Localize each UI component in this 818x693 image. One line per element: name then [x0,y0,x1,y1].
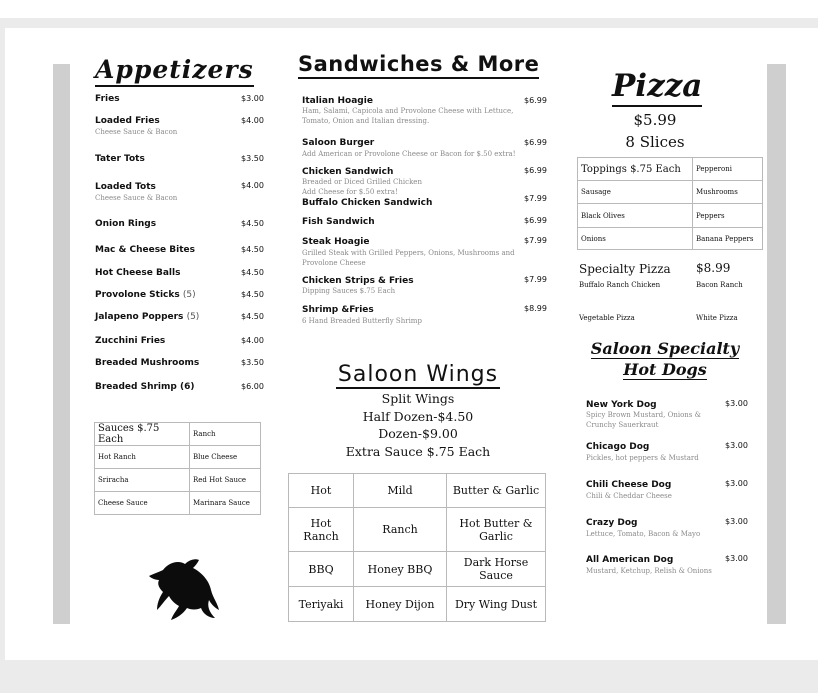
topping-cell: Black Olives [578,204,693,228]
specialty-pizza-item: Buffalo Ranch Chicken [579,281,661,289]
menu-item-desc: Breaded or Diced Grilled Chicken Add Cheese for $.50 extra! [302,178,422,196]
menu-item-price: $6.99 [524,96,547,105]
wings-line: Dozen-$9.00 [378,426,458,441]
menu-item-desc: Spicy Brown Mustard, Onions & Crunchy Sauerkraut [586,411,701,429]
sauce-cell: Ranch [190,423,261,446]
top-strip [0,0,818,18]
wing-flavors-table [288,473,546,622]
menu-item-name: Hot Cheese Balls [95,268,181,278]
menu-item-name: Chili Cheese Dog [586,480,672,490]
menu-item-price: $7.99 [524,275,547,284]
flavor-cell: Butter & Garlic [447,474,546,508]
specialty-pizza-item: Bacon Ranch [696,281,743,289]
right-edge-border [767,64,786,624]
menu-item-name: Buffalo Chicken Sandwich [302,198,433,208]
menu-item-desc: Mustard, Ketchup, Relish & Onions [586,567,712,575]
menu-item-desc: Ham, Salami, Capicola and Provolone Cheese with Lettuce, Tomato, Onion and Italian dressing. [302,107,514,125]
menu-item-name: Fish Sandwich [302,217,375,227]
menu-item-price: $3.00 [725,479,748,488]
flavor-cell: Mild [354,474,447,508]
flavor-cell: Hot Ranch [289,508,354,552]
menu-item-price: $4.00 [241,116,264,125]
menu-item-desc: Chili & Cheddar Cheese [586,492,672,500]
menu-item-price: $6.00 [241,382,264,391]
topping-cell: Toppings $.75 Each [578,158,693,181]
sauce-cell: Sriracha [95,469,190,492]
sauce-cell: Cheese Sauce [95,492,190,515]
menu-page [5,28,818,660]
menu-item-price: $4.50 [241,219,264,228]
menu-item-name: Saloon Burger [302,138,375,148]
flavor-cell: Honey Dijon [354,587,447,622]
menu-item-price: $3.50 [241,358,264,367]
menu-item-name: Zucchini Fries [95,336,166,346]
menu-item-name: All American Dog [586,555,674,565]
menu-item-name: Italian Hoagie [302,96,373,106]
black-horse-icon [149,558,221,622]
wings-info [288,390,548,460]
flavor-cell: Hot [289,474,354,508]
appetizers-heading: Appetizers [95,55,254,87]
specialty-pizza-heading: Specialty Pizza [579,262,671,276]
menu-item-name: Loaded Fries [95,116,160,126]
pizza-toppings-table [577,157,763,250]
sauce-cell: Red Hot Sauce [190,469,261,492]
menu-item-desc: Pickles, hot peppers & Mustard [586,454,699,462]
menu-item-price: $7.99 [524,194,547,203]
pizza-price: $5.99 [633,111,677,129]
menu-item-name: Mac & Cheese Bites [95,245,196,255]
menu-item-desc: Cheese Sauce & Bacon [95,194,178,202]
wings-line: Split Wings [381,391,455,406]
menu-item-price: $3.00 [725,517,748,526]
menu-item-desc: Dipping Sauces $.75 Each [302,287,396,295]
left-edge-border [53,64,70,624]
sauces-table [94,422,261,515]
menu-item-desc: Cheese Sauce & Bacon [95,128,178,136]
sauce-cell: Blue Cheese [190,446,261,469]
sandwiches-heading: Sandwiches & More [298,52,539,79]
specialty-pizza-item: Vegetable Pizza [579,314,635,322]
sauce-cell: Hot Ranch [95,446,190,469]
pizza-heading: Pizza [612,68,702,107]
menu-item-price: $4.50 [241,312,264,321]
menu-item-name: Jalapeno Poppers (5) [95,312,200,322]
menu-item-name: Breaded Mushrooms [95,358,200,368]
flavor-cell: Teriyaki [289,587,354,622]
wings-line: Half Dozen-$4.50 [362,408,474,424]
menu-item-name: Crazy Dog [586,518,638,528]
flavor-cell: Dark Horse Sauce [447,552,546,587]
menu-item-price: $6.99 [524,216,547,225]
menu-item-price: $4.00 [241,336,264,345]
menu-item-price: $3.00 [725,554,748,563]
hotdogs-heading: Saloon Specialty Hot Dogs [590,339,740,379]
menu-item-name: Onion Rings [95,219,157,229]
menu-item-name: Steak Hoagie [302,237,370,247]
menu-item-name: Shrimp &Fries [302,305,374,315]
menu-item-desc: Grilled Steak with Grilled Peppers, Onions, Mushrooms and Provolone Cheese [302,249,515,267]
menu-item-price: $4.50 [241,268,264,277]
topping-cell: Peppers [693,204,763,228]
menu-item-price: $3.00 [725,399,748,408]
menu-item-name: Breaded Shrimp (6) [95,382,195,392]
specialty-pizza-item: White Pizza [696,314,738,322]
flavor-cell: Hot Butter & Garlic [447,508,546,552]
menu-item-name: Chicago Dog [586,442,650,452]
menu-item-desc: 6 Hand Breaded Butterfly Shrimp [302,317,422,325]
menu-item-name: Provolone Sticks (5) [95,290,196,300]
menu-item-price: $4.50 [241,290,264,299]
menu-item-price: $7.99 [524,236,547,245]
sauce-cell: Sauces $.75 Each [95,423,190,446]
specialty-pizza-price: $8.99 [696,261,731,275]
menu-item-price: $3.00 [725,441,748,450]
menu-item-price: $6.99 [524,138,547,147]
wings-line: Extra Sauce $.75 Each [345,443,491,459]
menu-item-price: $4.50 [241,245,264,254]
menu-item-price: $3.50 [241,154,264,163]
menu-item-price: $6.99 [524,166,547,175]
topping-cell: Pepperoni [693,158,763,181]
flavor-cell: Honey BBQ [354,552,447,587]
wings-heading: Saloon Wings [337,362,499,387]
topping-cell: Onions [578,228,693,250]
topping-cell: Mushrooms [693,181,763,204]
pizza-slices: 8 Slices [625,133,685,151]
flavor-cell: BBQ [289,552,354,587]
menu-item-desc: Add American or Provolone Cheese or Bacon for $.50 extra! [302,150,516,158]
flavor-cell: Ranch [354,508,447,552]
menu-item-name: Loaded Tots [95,182,156,192]
menu-item-name: Fries [95,94,120,104]
menu-item-price: $8.99 [524,304,547,313]
menu-item-name: New York Dog [586,400,657,410]
flavor-cell: Dry Wing Dust [447,587,546,622]
menu-item-desc: Lettuce, Tomato, Bacon & Mayo [586,530,701,538]
menu-item-name: Chicken Strips & Fries [302,276,414,286]
menu-item-name: Chicken Sandwich [302,167,394,177]
menu-item-name: Tater Tots [95,154,145,164]
topping-cell: Sausage [578,181,693,204]
menu-item-price: $3.00 [241,94,264,103]
sauce-cell: Marinara Sauce [190,492,261,515]
menu-item-price: $4.00 [241,181,264,190]
topping-cell: Banana Peppers [693,228,763,250]
